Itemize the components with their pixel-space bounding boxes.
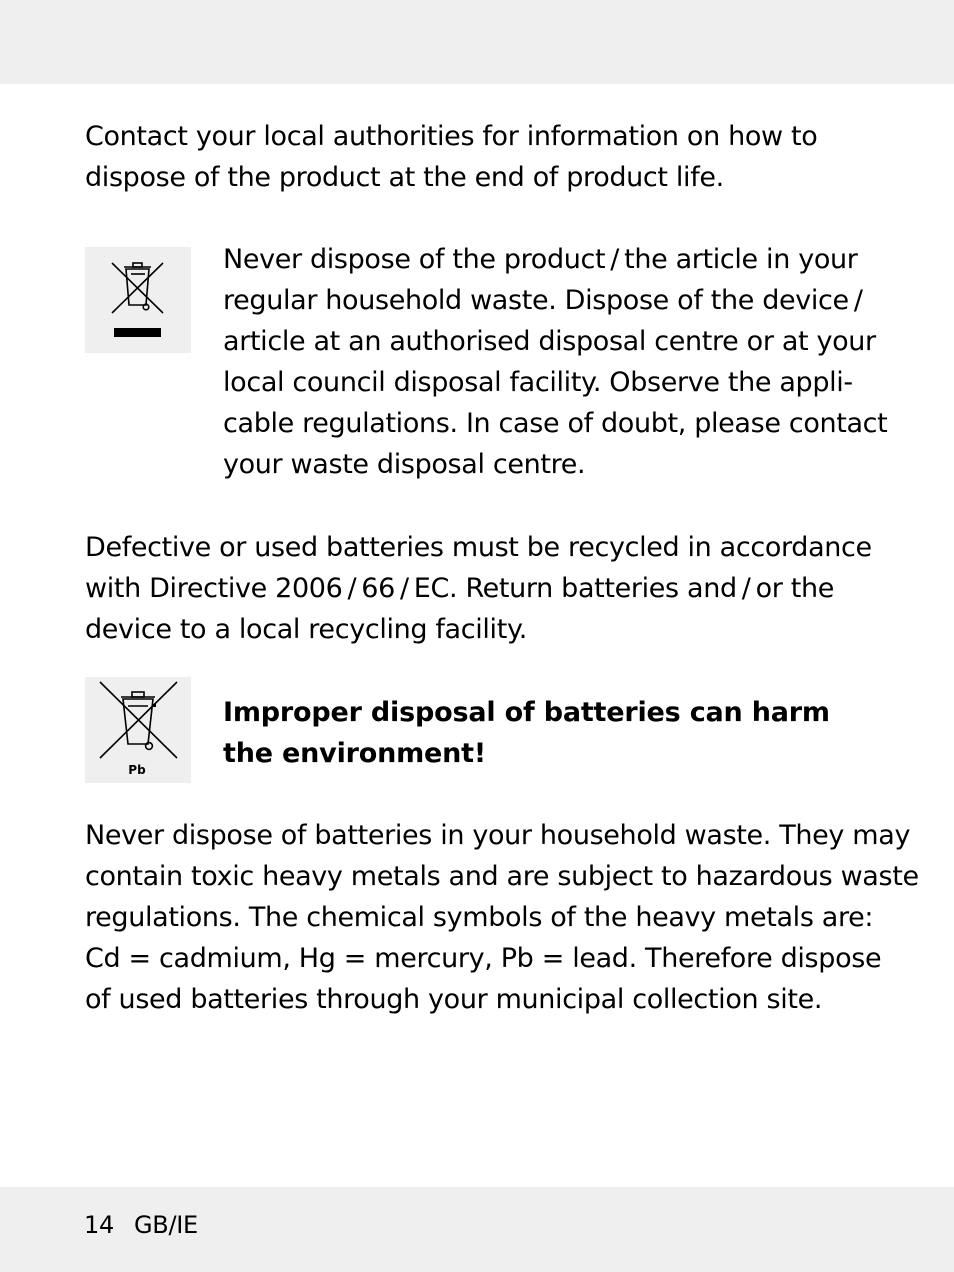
- region-label: GB/IE: [134, 1211, 198, 1239]
- weee-bin-icon: [85, 247, 191, 353]
- battery-bin-pb-icon: [85, 677, 191, 783]
- top-band: [0, 0, 954, 84]
- defective-batteries-paragraph: Defective or used batteries must be recycled in accordance with Directive 2006 / 66 / EC. Return batteries and / or the device to a local recycling facility.: [85, 532, 872, 645]
- never-dispose-product-paragraph: Never dispose of the product / the article in your regular household waste. Dispose of the device / article at an authorised disposal centre or at your local council disposal facility. Observe the appli- cable regulations. In case of doubt, please contact your waste disposal centre.: [223, 244, 888, 480]
- page-number: 14: [84, 1211, 114, 1239]
- pb-label: Pb: [128, 763, 146, 777]
- battery-warning-heading: Improper disposal of batteries can harm the environment!: [223, 697, 830, 769]
- never-dispose-batteries-paragraph: Never dispose of batteries in your household waste. They may contain toxic heavy metals and are subject to hazardous waste regulations. The chemical symbols of the heavy metals are: Cd = cadmium, Hg = mercury, Pb = lead. Therefore dispose of used batteries through your municipal collection site.: [85, 820, 919, 1015]
- contact-paragraph: Contact your local authorities for information on how to dispose of the product at the end of product life.: [85, 121, 818, 193]
